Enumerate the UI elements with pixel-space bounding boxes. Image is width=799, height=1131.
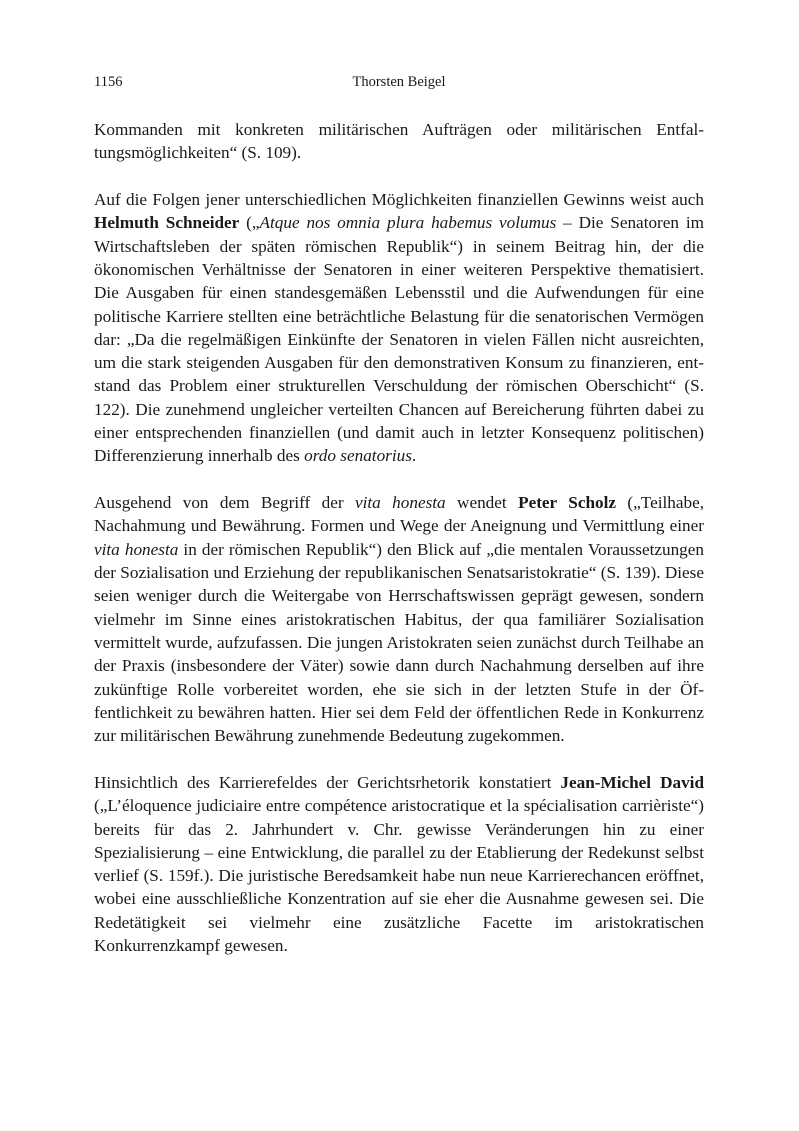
text-run: Ausgehend von dem Begriff der bbox=[94, 493, 355, 513]
author-name: Jean-Michel David bbox=[560, 772, 705, 792]
paragraph-2 bbox=[94, 188, 704, 468]
running-head bbox=[94, 70, 704, 94]
paragraph-3 bbox=[94, 491, 704, 747]
text-run: („L’éloquence judiciaire entre compétence aristocratique et la spécialisation carrièriste“) bereits für das 2. Jahrhundert v. Chr. gewisse Veränderungen hin zu einer Spezialisierung – eine Entwicklung, die parallel zu der Etablierung der Redekunst selbst verlief (S. 159f.). Die juristische Beredsamkeit habe nun neue Karrierechancen eröffnet, wobei eine ausschließliche Konzentration auf sie eher die Ausnahme gewesen sei. Die Redetätigkeit sei vielmehr eine zusätzliche Facette im aristokratischen Konkurrenzkampf gewesen. bbox=[94, 796, 704, 955]
italic-title: Atque nos omnia plura habemus volumus bbox=[259, 213, 557, 233]
text-run: („Teilhabe, Nachahmung und Bewährung. Formen und Wege der Aneignung und Vermittlung einer bbox=[94, 493, 705, 536]
paragraph-1 bbox=[94, 118, 704, 165]
text-run: Kommanden mit konkreten militärischen Aufträgen oder militärischen Entfaltungsmöglichkeiten“ (S. 109). bbox=[94, 120, 704, 163]
text-run: Hinsichtlich des Karrierefeldes der Gerichtsrhetorik konstatiert bbox=[94, 772, 561, 792]
text-run: wendet bbox=[445, 493, 519, 513]
italic-term: vita honesta bbox=[354, 493, 446, 513]
text-run: („ bbox=[239, 213, 260, 233]
body-text bbox=[94, 118, 704, 981]
text-run: Auf die Folgen jener unterschiedlichen Möglichkeiten finanziellen Gewinns weist auch bbox=[94, 190, 704, 210]
italic-term: ordo senatorius bbox=[304, 446, 412, 466]
author-name: Helmuth Schneider bbox=[94, 213, 240, 233]
text-run: in der römischen Republik“) den Blick auf „die mentalen Voraussetzungen der Sozialisation und Erziehung der republikanischen Senatsaristokratie“ (S. 139). Diese seien weniger durch die Weitergabe von Herrschaftswissen geprägt gewesen, sondern vielmehr im Sinne eines aristokratischen Habitus, der qua familiärer Sozialisation vermittelt wurde, aufzufassen. Die jungen Aristokraten seien zunächst durch Teilhabe an der Praxis (insbesondere der Väter) sowie dann durch Nachahmung derselben auf ihre zukünftige Rolle vorbereitet worden, ehe sie sich in der letzten Stufe in der Öffentlichkeit zu bewähren hatten. Hier sei dem Feld der öffentlichen Rede in Konkurrenz zur militärischen Bewährung zunehmende Bedeutung zugekommen. bbox=[94, 539, 704, 746]
italic-term: vita honesta bbox=[94, 539, 179, 559]
text-run: – Die Senatoren im Wirtschaftsleben der späten römischen Republik“) in seinem Beitrag hin, der die ökonomischen Verhältnisse der Senatoren in einer weiteren Perspektive thematisiert. Die Ausgaben für einen standesgemäßen Lebensstil und die Aufwendungen für eine politische Karriere stellten eine beträchtliche Belastung für die senatorischen Vermögen dar: „Da die regelmäßigen Einkünfte der Senatoren in vielen Fällen nicht ausreichten, um die stark steigenden Ausgaben für den demonstrativen Konsum zu finanzieren, entstand das Problem einer strukturellen Verschuldung der römischen Oberschicht“ (S. 122). Die zunehmend ungleicher verteilten Chancen auf Bereicherung führten dabei zu einer entsprechenden finanziellen (und damit auch in letzter Konsequenz politischen) Differenzierung innerhalb des bbox=[94, 213, 704, 466]
running-title: Thorsten Beigel bbox=[352, 74, 446, 90]
page-number: 1156 bbox=[94, 74, 123, 90]
paragraph-4 bbox=[94, 771, 704, 957]
author-name: Peter Scholz bbox=[518, 493, 617, 513]
text-run: . bbox=[411, 446, 417, 466]
